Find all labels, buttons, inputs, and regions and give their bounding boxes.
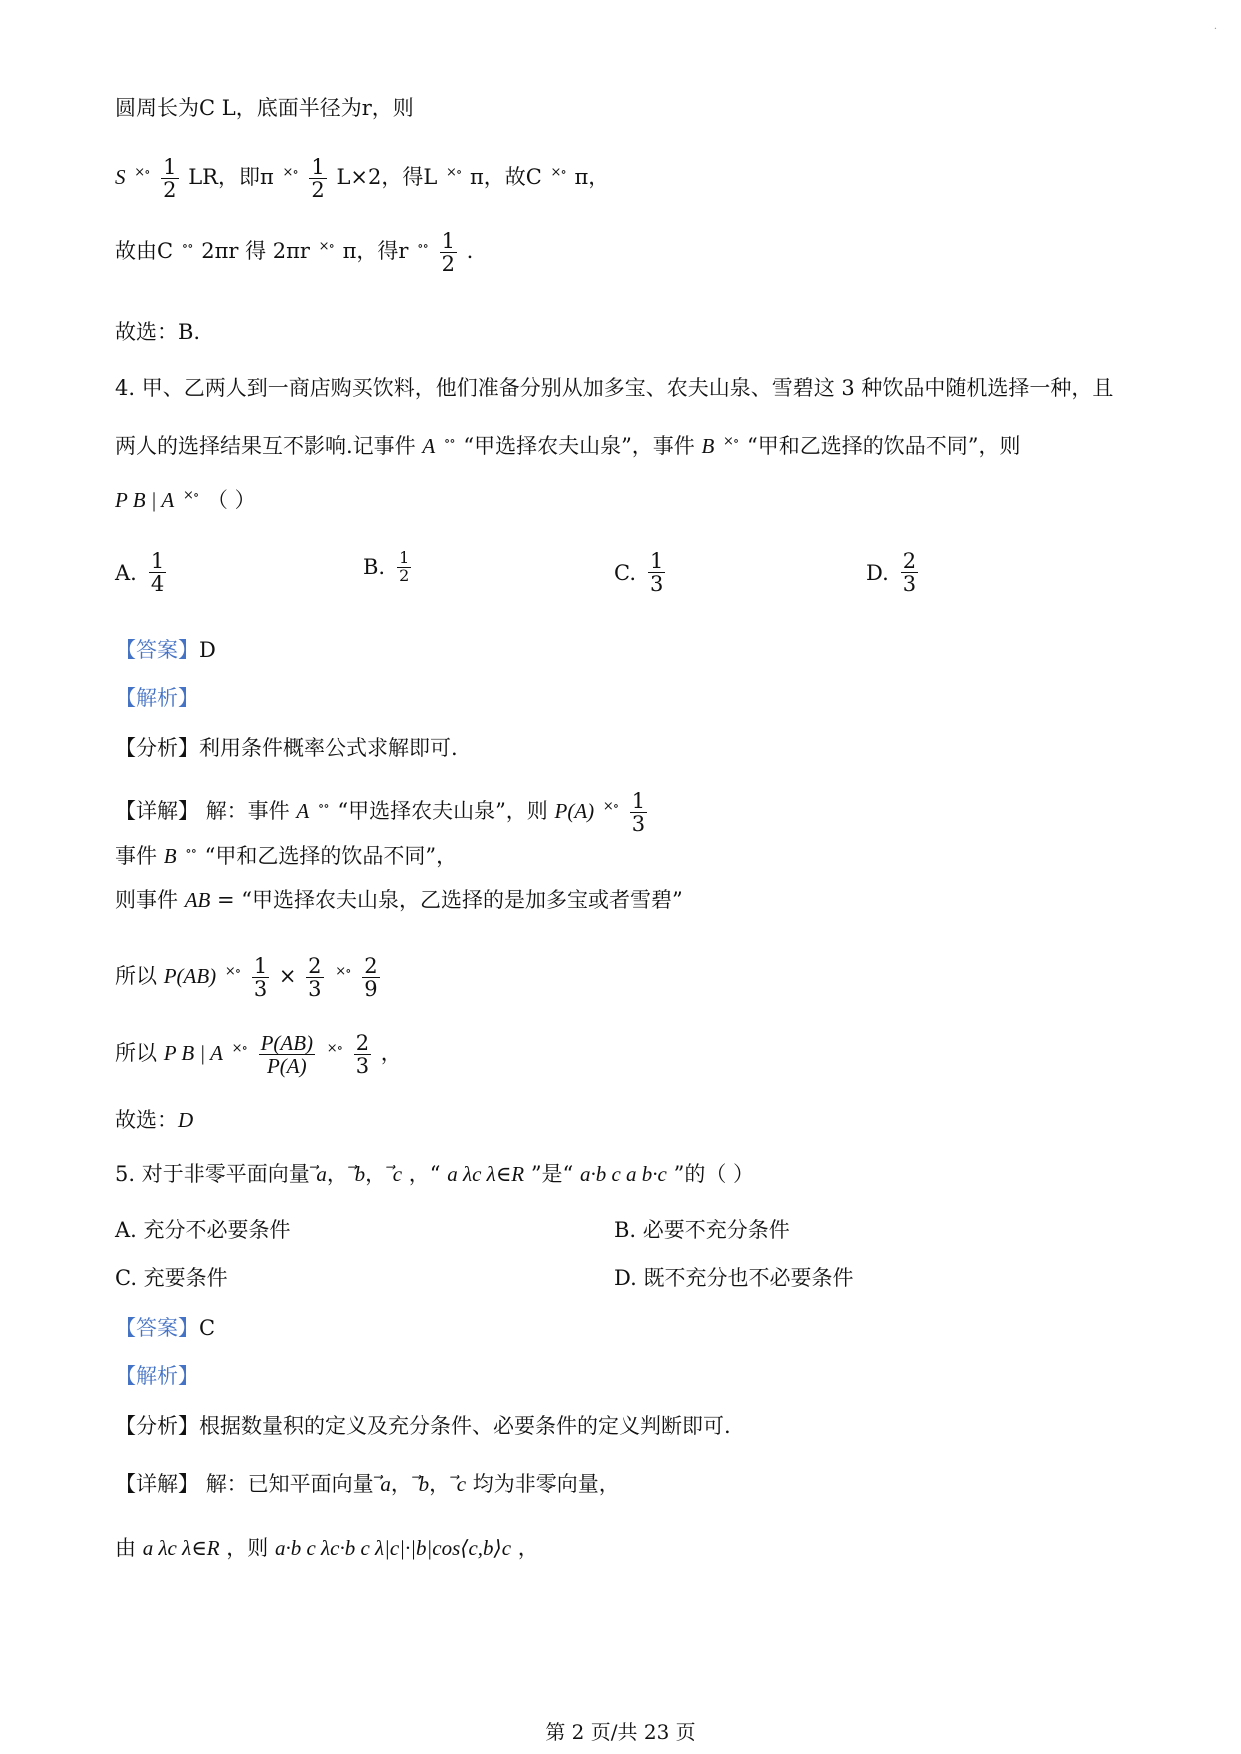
vector-b: b: [418, 1472, 430, 1496]
vector-c: c: [392, 1162, 403, 1186]
text: “甲和乙选择的饮品不同”，: [204, 844, 458, 868]
text: 故选：: [115, 1108, 178, 1132]
math: a λc λ∈R: [447, 1162, 525, 1186]
math: A: [422, 434, 436, 458]
text: “甲选择农夫山泉”，事件: [463, 434, 695, 458]
choose-line: [115, 1106, 193, 1134]
text: 解：已知平面向量: [205, 1472, 374, 1496]
question-5-stem: 5. 对于非零平面向量 a， b， c ，“ a λc λ∈R ”是“ a·b c a b·c ”的（ ）: [115, 1162, 754, 1186]
fenxi-tag: 【分析】: [115, 736, 199, 760]
option-a[interactable]: [115, 550, 169, 595]
text: = “甲选择农夫山泉，乙选择的是加多宝或者雪碧”: [217, 888, 683, 912]
fenxi-text: 根据数量积的定义及充分条件、必要条件的定义判断即可.: [199, 1414, 731, 1438]
detail-tag: 【详解】: [115, 799, 199, 824]
eq-symbol: ×∘: [550, 165, 566, 181]
option-d[interactable]: D. 既不充分也不必要条件: [614, 1266, 854, 1290]
analysis-tag: 【解析】: [115, 1364, 199, 1388]
math: a·b c a b·c: [579, 1162, 667, 1186]
analysis-heading: [115, 684, 199, 712]
answer-line: [115, 636, 216, 664]
text: 均为非零向量，: [472, 1472, 620, 1496]
option-d[interactable]: [866, 550, 921, 595]
math: π，故C: [469, 165, 542, 190]
text: “甲和乙选择的饮品不同”，则: [746, 434, 1021, 458]
vector-c: c: [456, 1472, 467, 1496]
option-b[interactable]: [363, 550, 414, 585]
text-line: 故选：B.: [115, 320, 201, 344]
eq-symbol: ×∘: [326, 1041, 343, 1057]
text: 5. 对于非零平面向量: [115, 1162, 310, 1186]
math: a·b c λc·b c λ|c|·|b|cos⟨c,b⟩c: [274, 1536, 512, 1560]
option-label: C.: [614, 560, 636, 585]
option-b[interactable]: B. 必要不充分条件: [614, 1218, 790, 1242]
math: 2πr 得 2πr: [201, 239, 310, 264]
fraction: $\frac{2}{3}$: [308, 954, 322, 1002]
fraction: $\frac{1}{3}$: [650, 549, 664, 597]
formula-line: [115, 156, 609, 201]
text: ”的（ ）: [673, 1162, 754, 1186]
eq-symbol: ∘∘: [317, 799, 329, 815]
math: P B | A: [163, 1041, 223, 1066]
fraction: $\frac{1}{2}$: [441, 229, 455, 277]
fraction: $\frac{1}{3}$: [631, 789, 646, 837]
detail-line: [115, 790, 650, 835]
eq-symbol: ×∘: [602, 799, 619, 815]
fraction: $\frac{1}{3}$: [253, 954, 268, 1002]
detail-line: [115, 886, 683, 914]
math: .: [466, 239, 474, 264]
formula-line: [115, 230, 473, 275]
math: P B | A: [115, 488, 175, 512]
math: B: [163, 844, 177, 868]
eq-symbol: ×∘: [282, 165, 298, 181]
answer-tag: 【答案】: [115, 638, 199, 662]
text: 两人的选择结果互不影响.记事件: [115, 434, 416, 458]
answer-line: [115, 1314, 215, 1342]
fenxi-text: 利用条件概率公式求解即可.: [199, 736, 458, 760]
fraction: $\frac{2}{9}$: [364, 954, 378, 1002]
math: π，得r: [342, 239, 409, 264]
fraction: $\frac{1}{2}$: [311, 155, 325, 203]
text: ，则: [226, 1536, 269, 1560]
fenxi-line: [115, 1412, 731, 1440]
fenxi-tag: 【分析】: [115, 1414, 199, 1438]
math: AB: [184, 888, 211, 912]
text: ，: [380, 1041, 402, 1066]
eq-symbol: ×∘: [182, 488, 199, 503]
text: ，“: [408, 1162, 441, 1186]
vector-a: a: [316, 1162, 327, 1186]
eq-symbol: ∘∘: [443, 434, 455, 449]
math: P(A): [554, 799, 595, 824]
detail-line: [115, 955, 383, 1000]
math: D: [178, 1108, 194, 1132]
text-line: 圆周长为C L，底面半径为r，则: [115, 96, 414, 120]
math: S: [115, 165, 126, 190]
fraction: $\frac{1}{4}$: [150, 549, 165, 597]
math: A: [296, 799, 310, 824]
question-4-stem: [115, 428, 1020, 460]
eq-symbol: ×∘: [134, 165, 150, 181]
eq-symbol: ×∘: [231, 1041, 247, 1057]
analysis-heading: [115, 1362, 199, 1390]
answer-value: D: [199, 638, 216, 662]
fraction: $\frac{P(AB)}{P(A)}$: [260, 1031, 314, 1079]
option-a[interactable]: A. 充分不必要条件: [115, 1218, 291, 1242]
math: 故由C: [115, 239, 174, 264]
fenxi-line: [115, 734, 458, 762]
math: a λc λ∈R: [142, 1536, 220, 1560]
eq-symbol: ×∘: [446, 165, 462, 181]
option-label: B.: [363, 555, 386, 580]
text: ”是“: [530, 1162, 574, 1186]
eq-symbol: ∘∘: [185, 844, 196, 859]
text: ，: [517, 1536, 539, 1560]
answer-tag: 【答案】: [115, 1316, 199, 1340]
option-c[interactable]: C. 充要条件: [115, 1266, 228, 1290]
text: 由: [115, 1536, 136, 1560]
analysis-tag: 【解析】: [115, 686, 199, 710]
eq-symbol: ×∘: [318, 239, 334, 255]
option-c[interactable]: [614, 550, 668, 595]
eq-symbol: ×∘: [224, 964, 241, 980]
eq-symbol: ×∘: [335, 964, 351, 980]
detail-line: [115, 1032, 402, 1077]
text: “甲选择农夫山泉”，则: [337, 799, 548, 824]
detail-tag: 【详解】: [115, 1472, 199, 1496]
math: ×: [278, 964, 297, 989]
question-4-stem: 4. 甲、乙两人到一商店购买饮料，他们准备分别从加多宝、农夫山泉、雪碧这 3 种饮品中随机选择一种，且: [115, 376, 1114, 400]
detail-line: 【详解】 解：已知平面向量 a， b， c 均为非零向量，: [115, 1472, 620, 1496]
fraction: $\frac{2}{3}$: [902, 549, 917, 597]
text: 则事件: [115, 888, 178, 912]
question-4-stem: [115, 482, 256, 514]
answer-value: C: [199, 1316, 216, 1340]
detail-line: [115, 838, 457, 870]
corner-mark: ·: [1213, 24, 1217, 35]
math: π，: [574, 165, 610, 190]
detail-line: [115, 1534, 539, 1562]
text: 所以: [115, 1041, 157, 1066]
text: （ ）: [206, 488, 256, 512]
eq-symbol: ∘∘: [181, 239, 193, 255]
math: B: [701, 434, 715, 458]
fraction: $\frac{1}{2}$: [399, 548, 410, 585]
eq-symbol: ∘∘: [417, 239, 428, 255]
math: L×2，得L: [336, 165, 438, 190]
math: P(AB): [163, 964, 217, 989]
text: 所以: [115, 964, 157, 989]
option-label: D.: [866, 560, 889, 585]
text: 事件: [115, 844, 157, 868]
vector-a: a: [380, 1472, 391, 1496]
page-footer: 第 2 页/共 23 页: [545, 1720, 696, 1744]
vector-b: b: [354, 1162, 366, 1186]
fraction: $\frac{2}{3}$: [355, 1031, 370, 1079]
fraction: $\frac{1}{2}$: [163, 155, 177, 203]
eq-symbol: ×∘: [723, 434, 739, 449]
option-label: A.: [115, 560, 137, 585]
text: 解：事件: [205, 799, 290, 824]
math: LR，即π: [188, 165, 274, 190]
